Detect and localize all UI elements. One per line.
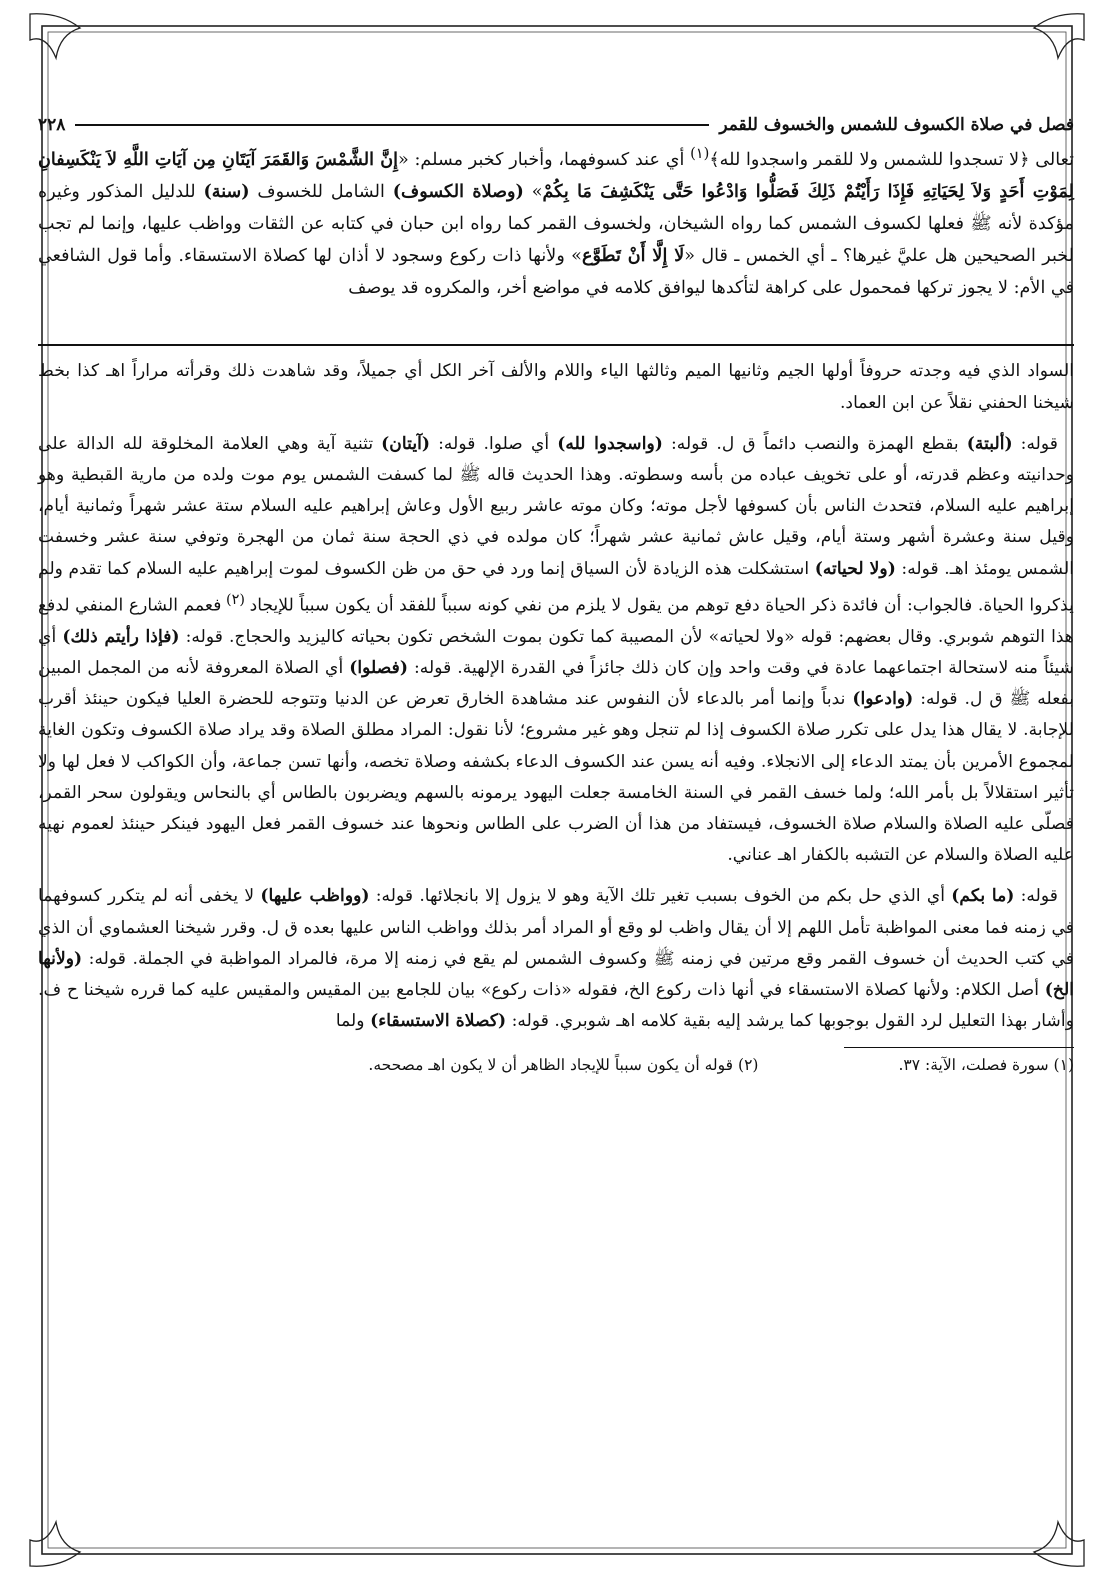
footnote-1: (١) سورة فصلت، الآية: ٣٧. (898, 1056, 1074, 1075)
main-text-segment: أي عند كسوفهما، وأخبار كخبر مسلم: « (398, 149, 691, 170)
commentary-segment: أي الذي حل بكم من الخوف بسبب تغير تلك الآية وهو لا يزول إلا بانجلائها. قوله: (369, 886, 952, 907)
footnote-ref-1: (١) (690, 145, 710, 162)
page-number: ٢٢٨ (38, 115, 66, 135)
hadith-quote: إِنَّ الشَّمْسَ وَالقَمَرَ آيَتَانِ مِن آيَاتِ اللَّهِ لاَ يَنْكَسِفانِ لِمَوْتِ أَحَدٍ وَلاَ لِحَيَاتِهِ فَإِذَا رَأَيْتُمْ ذَلِكَ فَصَلُّوا وَادْعُوا حَتَّى يَنْكَشِفَ مَا بِكُمْ (38, 148, 1074, 203)
commentary-paragraph (38, 429, 1074, 872)
commentary-term: (وواظب عليها) (260, 886, 370, 907)
commentary-segment: أي شيئاً منه لاستحالة اجتماعهما عادة في وقت واحد وإن كان ذلك جائزاً في القدرة الإلهية. قوله: (38, 626, 1074, 678)
commentary-term: (آيتان) (381, 433, 431, 454)
commentary-paragraph: السواد الذي فيه وجدته حروفاً أولها الجيم وثانيها الميم وثالثها الياء واللام والألف آخر الكل أي جميلاً، وقد شاهدت ذلك وقرأته مراراً اهـ كذا بخط شيخنا الحفني نقلاً عن ابن العماد. (38, 361, 1074, 413)
commentary-segment: لا يخفى أنه لم يتكرر كسوفهما في زمنه فما معنى المواظبة تأمل اللهم إلا أن يقال واظب لو وقع أو المراد أمر بذلك وواظب الناس عليها بعده ق ل. وقرر شيخنا العشماوي أن الذي في كتب الحديث أن خسوف القمر وقع مرتين في زمنه ﷺ وكسوف الشمس لم يقع في زمنه إلا مرة، فالمراد المواظبة في الجملة. قوله: (38, 886, 1074, 969)
footnote-2: (٢) قوله أن يكون سبباً للإيجاد الظاهر أن لا يكون اهـ مصححه. (368, 1056, 759, 1075)
commentary-segment: استشكلت هذه الزيادة لأن السياق إنما ورد في حق من ظن الكسوف لموت إبراهيم عليه السلام كما تقدم ولم يذكروا الحياة. فالجواب: أن فائدة ذكر الحياة دفع توهم من يقول لا يلزم من نفي كونه سبباً للفقد أن يكون سبباً للإيجاد (38, 558, 1074, 616)
commentary-term: (ولأنها الخ) (38, 948, 1074, 1000)
commentary-term: (ألبتة) (966, 433, 1013, 454)
main-text (38, 138, 1074, 304)
main-text-segment: للدليل المذكور وغيره مؤكدة لأنه ﷺ فعلها لكسوف الشمس كما رواه الشيخان، ولخسوف القمر كما رواه ابن حبان في كتابه عن الثقات وواظب عليها، وإنما لم تجب لخبر الصحيحين هل عليَّ غيرها؟ ـ أي الخمس ـ قال « (38, 182, 1074, 267)
main-text-segment: » ولأنها ذات ركوع وسجود لا أذان لها كصلاة الاستسقاء. وأما قول الشافعي في الأم: لا يجوز تركها فمحمول على كراهة لتأكدها ليوافق كلامه في مواضع أخر، والمكروه قد يوصف (38, 246, 1074, 298)
commentary-segment: بقطع الهمزة والنصب دائماً ق ل. قوله: (662, 433, 967, 454)
chapter-title: فصل في صلاة الكسوف للشمس والخسوف للقمر (719, 115, 1074, 135)
commentary-segment: أي الصلاة المعروفة لأنه من المجمل المبين بفعله ﷺ ق ل. قوله: (38, 657, 1074, 710)
commentary-term: (وادعوا) (852, 689, 914, 710)
matn-term: (سنة) (203, 181, 250, 203)
commentary-segment: ندباً وإنما أمر بالدعاء لأن النفوس عند مشاهدة الخارق تعرض عن الدنيا وتتوجه للحضرة العليا فيكون حينئذ أقرب للإجابة. لا يقال هذا يدل على تكرر صلاة الكسوف إذا لم تنجل وهو غير مشروع؛ لأنا نقول: المراد مطلق الصلاة وقد يراد صلاة الكسوف وتكون الغاية لمجموع الأمرين بأن يمتد الدعاء إلى الانجلاء. وفيه أنه يسن عند الكسوف الدعاء بكشفه وصلاة تخصه، وأنها تسن جماعة، وأن الكواكب لا فعل لها ولا تأثير استقلالاً بل بأمر الله؛ ولما خسف القمر في السنة الخامسة جعلت اليهود يرمونه بالسهم ويضربون بالطاس أي بالنحاس ويقولون سحر القمر، فصلّى عليه الصلاة والسلام صلاة الخسوف، فيستفاد من هذا أن الضرب على الطاس ونحوها عند خسوف القمر فعل اليهود فينكر حينئذ لعموم نهيه عليه الصلاة والسلام عن التشبه بالكفار اهـ عناني. (38, 689, 1074, 866)
commentary-term: (فصلوا) (349, 657, 408, 678)
main-text-segment: تعالى ﴿لا تسجدوا للشمس ولا للقمر واسجدوا لله﴾ (709, 149, 1074, 170)
commentary-segment: تثنية آية وهي العلامة المخلوقة لله الدالة على وحدانيته وعظم قدرته، أو على تخويف عباده من بأسه وسطوته. وهذا الحديث قاله ﷺ لما كسفت الشمس يوم موت ولده من مارية القبطية وهو إبراهيم عليه السلام، فتحدث الناس بأن كسوفها لأجل موته؛ وكان موته عاشر ربيع الأول وعاش إبراهيم عليه السلام ستة عشر شهراً وثمانية أيام، وقيل سنة وعشرة أشهر وستة أيام، وقيل عاش ثمانية عشر شهراً؛ كان مولده في ذي الحجة سنة ثمان من الهجرة وتوفي سنة عشر وخسفت الشمس يومئذ اهـ. قوله: (38, 433, 1074, 579)
footnote-rule (844, 1047, 1074, 1048)
commentary-segment: فعمم الشارع المنفي لدفع هذا التوهم شوبري. وقال بعضهم: قوله «ولا لحياته» لأن المصيبة كما تكون بموت الشخص تكون بحياته كاليزيد والحجاج. قوله: (38, 595, 1074, 647)
commentary-segment: أصل الكلام: ولأنها كصلاة الاستسقاء في أنها ذات ركوع الخ، فقوله «ذات ركوع» بيان للجامع بين المقيس والمقيس عليه كما قرره شيخنا ح ف. وأشار بهذا التعليل لرد القول بوجوبها كما يرشد إليه بقية كلامه اهـ شوبري. قوله: (38, 979, 1074, 1032)
hadith-quote: لَا إِلَّا أَنْ تَطَوَّع (581, 245, 685, 267)
commentary-segment: أي صلوا. قوله: (430, 433, 558, 454)
footnotes (38, 1056, 1074, 1074)
footnote-ref-2: (٢) (221, 591, 250, 608)
commentary-term: (فإذا رأيتم ذلك) (62, 626, 180, 647)
commentary-segment: ولما (335, 1011, 371, 1032)
main-text-segment: » (523, 182, 543, 203)
book-page (38, 112, 1074, 1074)
running-header (38, 112, 1074, 138)
commentary-term: (واسجدوا لله) (557, 433, 663, 454)
commentary-term: (ما بكم) (951, 886, 1015, 907)
header-rule (75, 124, 709, 126)
commentary-segment: قوله: (1014, 886, 1058, 907)
commentary-segment: قوله: (1012, 433, 1059, 454)
commentary-divider (38, 344, 1074, 346)
main-text-segment: الشامل للخسوف (249, 182, 393, 203)
commentary-term: (كصلاة الاستسقاء) (370, 1011, 507, 1032)
commentary-term: (ولا لحياته) (814, 558, 896, 579)
commentary-paragraph (38, 881, 1074, 1037)
matn-term: (وصلاة الكسوف) (392, 181, 524, 203)
